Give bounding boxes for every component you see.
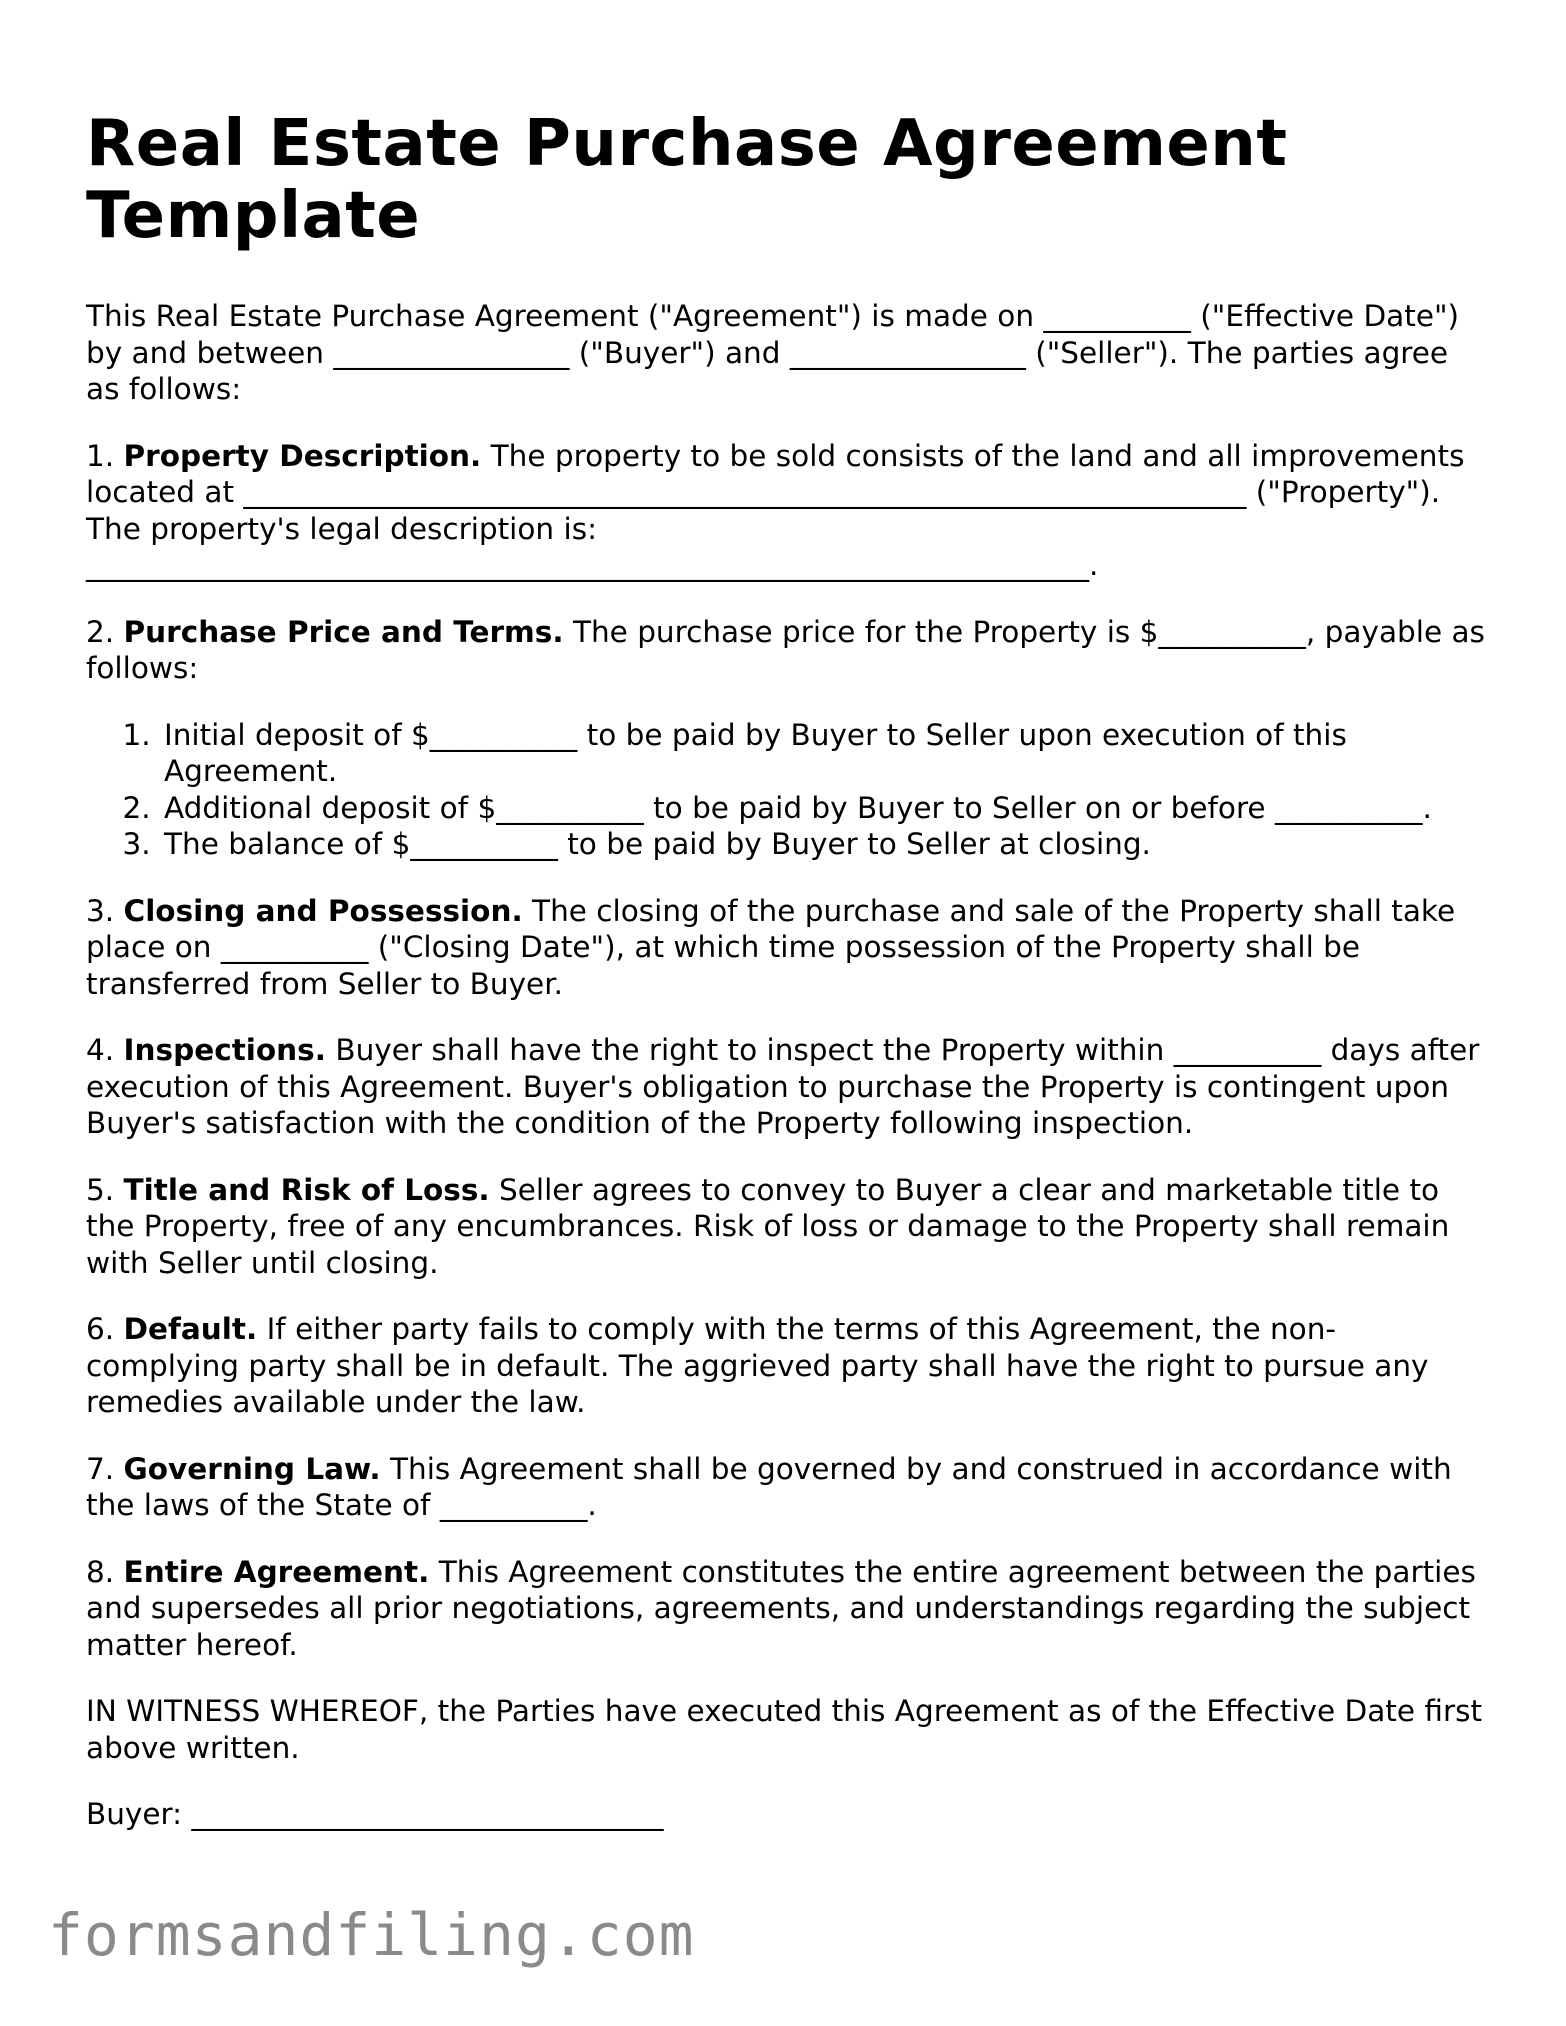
- intro-paragraph: This Real Estate Purchase Agreement ("Agreement") is made on __________ ("Effective Date") by and between ________________ ("Buyer") and ________________ ("Seller"). The parties agree as follows:: [86, 299, 1460, 406]
- section-text: This Agreement constitutes the entire agreement between the parties and supersedes all prior negotiations, agreements, and understandings regarding the subject matter hereof.: [86, 1554, 1476, 1662]
- section-number: 2.: [86, 614, 115, 649]
- section-text: The closing of the purchase and sale of the Property shall take place on __________ ("Closing Date"), at which time possession of the Property shall be transferred from Seller to Buyer.: [86, 893, 1456, 1001]
- section-number: 6.: [86, 1312, 115, 1346]
- payment-item-balance: 3. The balance of $__________ to be paid by Buyer to Seller at closing.: [160, 826, 1486, 863]
- section-property-description: [86, 438, 1486, 584]
- section-purchase-price: [86, 614, 1486, 687]
- section-number: 1.: [86, 438, 115, 473]
- section-heading: Entire Agreement.: [123, 1554, 430, 1589]
- section-heading: Inspections.: [123, 1033, 326, 1067]
- payment-list: [86, 717, 1486, 863]
- section-text: This Agreement shall be governed by and construed in accordance with the laws of the State of __________.: [86, 1451, 1452, 1522]
- section-heading: Property Description.: [123, 438, 482, 473]
- section-title-risk: [86, 1172, 1486, 1282]
- section-text: Buyer shall have the right to inspect the Property within __________ days after execution of this Agreement. Buyer's obligation to purchase the Property is contingent upon Buyer's satisfaction with the condition of the Property following inspection.: [86, 1033, 1480, 1140]
- section-text: The purchase price for the Property is $__________, payable as follows:: [86, 614, 1485, 685]
- section-governing-law: [86, 1451, 1486, 1524]
- section-text: Seller agrees to convey to Buyer a clear and marketable title to the Property, free of any encumbrances. Risk of loss or damage to the Property shall remain with Seller until closing.: [86, 1172, 1450, 1280]
- section-number: 8.: [86, 1554, 115, 1589]
- section-heading: Title and Risk of Loss.: [123, 1172, 490, 1207]
- page-title: Real Estate Purchase Agreement Template: [86, 107, 1288, 253]
- payment-item-additional-deposit: 2. Additional deposit of $__________ to be paid by Buyer to Seller on or before __________.: [160, 790, 1486, 827]
- section-number: 5.: [86, 1172, 115, 1207]
- section-text: If either party fails to comply with the terms of this Agreement, the non-complying party shall be in default. The aggrieved party shall have the right to pursue any remedies available under the law.: [86, 1312, 1429, 1419]
- section-inspections: [86, 1032, 1486, 1142]
- section-heading: Purchase Price and Terms.: [123, 614, 564, 649]
- section-entire-agreement: [86, 1554, 1486, 1664]
- watermark: formsandfiling.com: [48, 1901, 695, 1969]
- section-number: 4.: [86, 1033, 115, 1067]
- section-default: [86, 1311, 1486, 1421]
- document-page: [86, 108, 1486, 1833]
- section-number: 3.: [86, 893, 115, 928]
- section-closing: [86, 893, 1486, 1003]
- section-number: 7.: [86, 1451, 115, 1486]
- section-heading: Governing Law.: [123, 1451, 381, 1486]
- section-heading: Closing and Possession.: [123, 893, 523, 928]
- section-text: The property to be sold consists of the land and all improvements located at ____________________________________________________________________ ("Property"). The property's legal description is: ____________________________________________________________________.: [86, 438, 1465, 582]
- witness-paragraph: IN WITNESS WHEREOF, the Parties have executed this Agreement as of the Effective Date first above written.: [86, 1694, 1483, 1765]
- payment-item-initial-deposit: 1. Initial deposit of $__________ to be paid by Buyer to Seller upon execution of this Agreement.: [160, 717, 1486, 790]
- buyer-signature-line: Buyer: ________________________________: [86, 1797, 664, 1831]
- section-heading: Default.: [123, 1312, 258, 1346]
